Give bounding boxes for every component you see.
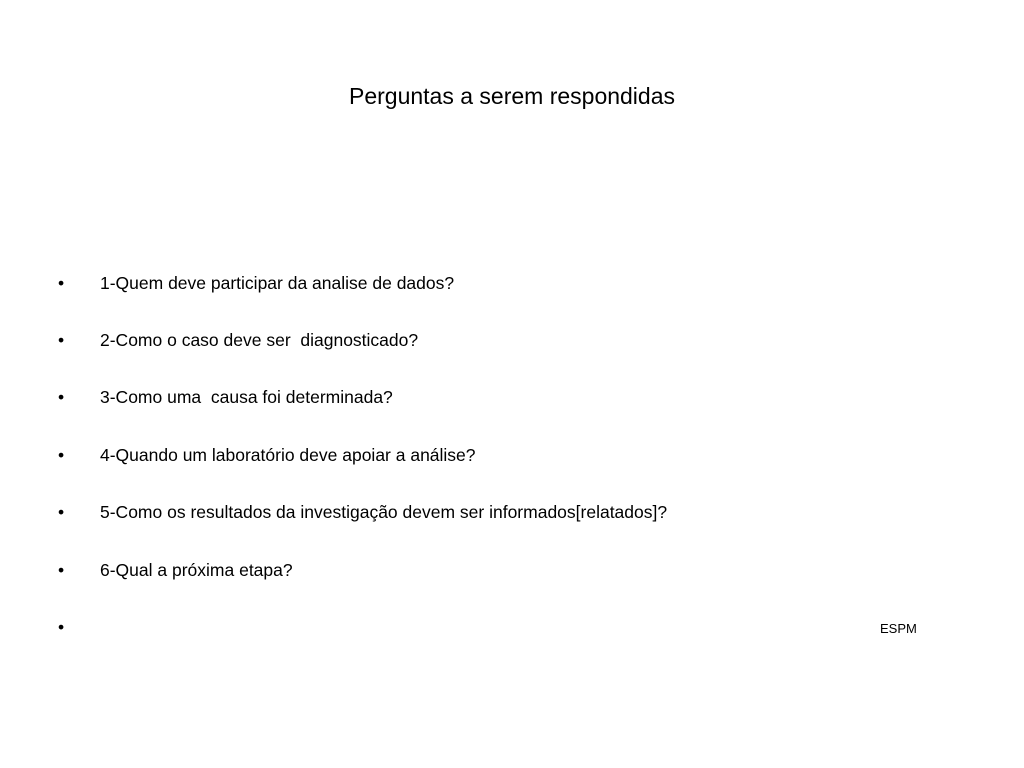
list-item bbox=[58, 270, 455, 296]
list-item bbox=[58, 499, 668, 525]
list-item bbox=[58, 442, 476, 468]
bullet-icon: • bbox=[58, 387, 65, 407]
list-item-text: 6-Qual a próxima etapa? bbox=[100, 560, 293, 580]
list-item-empty bbox=[58, 614, 87, 640]
list-item bbox=[58, 327, 419, 353]
slide-title: Perguntas a serem respondidas bbox=[348, 83, 676, 109]
list-item-text: 2-Como o caso deve ser diagnosticado? bbox=[100, 330, 419, 350]
list-item bbox=[58, 557, 293, 583]
bullet-icon: • bbox=[58, 617, 65, 637]
footer-label: ESPM bbox=[880, 621, 917, 636]
list-item bbox=[58, 384, 393, 410]
list-item-text: 5-Como os resultados da investigação devem ser informados[relatados]? bbox=[100, 502, 668, 522]
bullet-icon: • bbox=[58, 273, 65, 293]
list-item-text: 4-Quando um laboratório deve apoiar a análise? bbox=[100, 445, 476, 465]
bullet-icon: • bbox=[58, 560, 65, 580]
list-item-text: 1-Quem deve participar da analise de dados? bbox=[100, 273, 455, 293]
list-item-text: 3-Como uma causa foi determinada? bbox=[100, 387, 393, 407]
bullet-icon: • bbox=[58, 502, 65, 522]
bullet-icon: • bbox=[58, 445, 65, 465]
bullet-icon: • bbox=[58, 330, 65, 350]
